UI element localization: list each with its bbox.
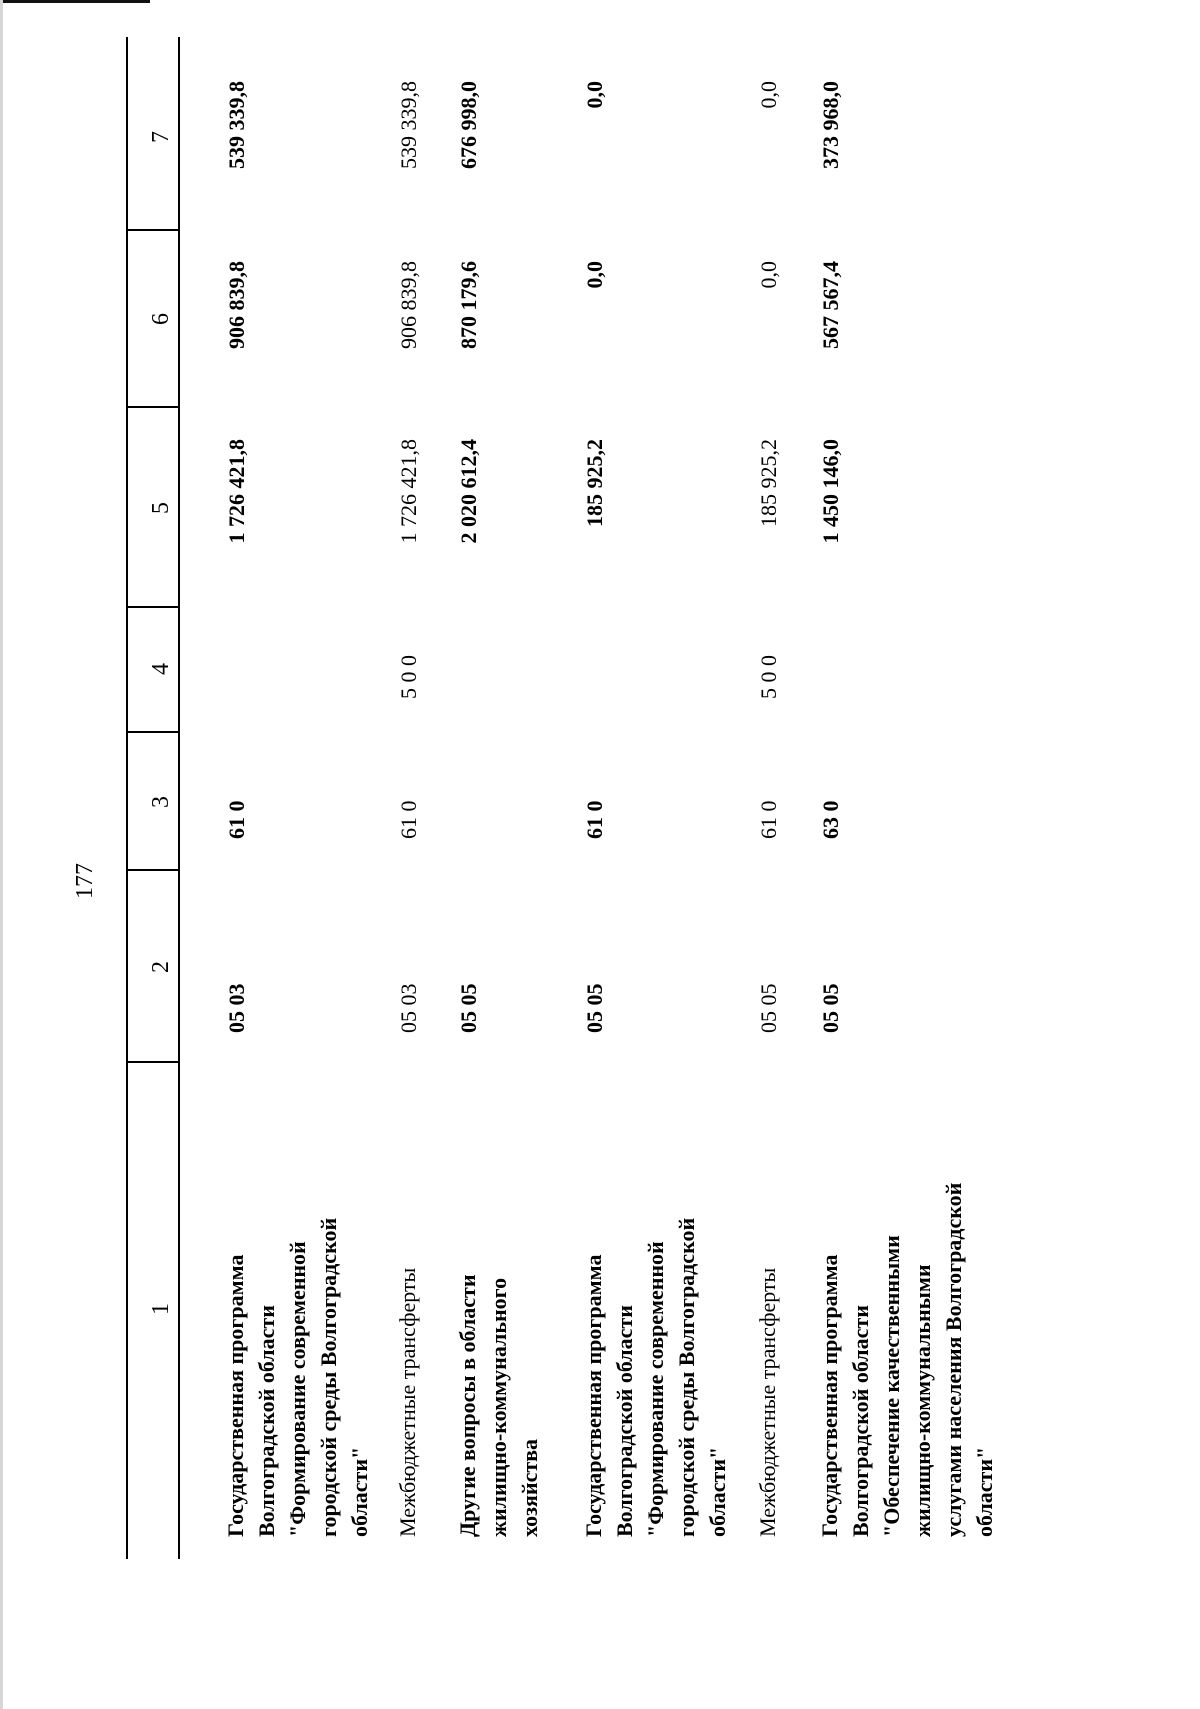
header-col-3: 3 xyxy=(148,796,174,808)
row-value-col5: 185 925,2 xyxy=(582,439,607,527)
row-value-col5: 2 020 612,4 xyxy=(456,439,481,544)
row-name: Государственная программа Волгоградской области "Формирование современной городской среды Волгоградской области" xyxy=(223,1217,372,1537)
row-value-col6: 0,0 xyxy=(756,261,781,289)
row-value-col6: 906 839,8 xyxy=(396,261,421,349)
row-section-code: 05 03 xyxy=(396,983,421,1033)
row-expense-type-code: 5 0 0 xyxy=(756,655,781,699)
row-value-col7: 539 339,8 xyxy=(224,81,249,169)
row-value-col5: 1 726 421,8 xyxy=(224,439,249,544)
row-name: Государственная программа Волгоградской области "Формирование современной городской среды Волгоградской области" xyxy=(581,1217,730,1537)
row-program-code: 61 0 xyxy=(756,800,781,839)
row-name: Межбюджетные трансферты xyxy=(755,1267,780,1537)
row-value-col6: 567 567,4 xyxy=(818,261,843,349)
col-divider xyxy=(126,1062,180,1064)
page-number: 177 xyxy=(72,863,98,899)
row-value-col5: 185 925,2 xyxy=(756,439,781,527)
header-col-1: 1 xyxy=(148,1303,174,1315)
row-value-col5: 1 450 146,0 xyxy=(818,439,843,544)
row-value-col7: 0,0 xyxy=(756,81,781,109)
row-expense-type-code: 5 0 0 xyxy=(396,655,421,699)
col-divider xyxy=(126,732,180,734)
row-section-code: 05 03 xyxy=(224,983,249,1033)
row-program-code: 61 0 xyxy=(224,800,249,839)
row-section-code: 05 05 xyxy=(456,983,481,1033)
row-program-code: 61 0 xyxy=(582,800,607,839)
row-name: Межбюджетные трансферты xyxy=(395,1267,420,1537)
row-value-col5: 1 726 421,8 xyxy=(396,439,421,544)
header-col-4: 4 xyxy=(148,663,174,675)
header-col-6: 6 xyxy=(148,313,174,325)
row-program-code: 61 0 xyxy=(396,800,421,839)
row-name: Другие вопросы в области жилищно-коммунального хозяйства xyxy=(455,1274,542,1537)
col-divider xyxy=(126,870,180,872)
header-top-rule xyxy=(126,37,128,1559)
row-value-col6: 0,0 xyxy=(582,261,607,289)
col-divider xyxy=(126,607,180,609)
col-divider xyxy=(126,230,180,232)
row-program-code: 63 0 xyxy=(818,800,843,839)
row-section-code: 05 05 xyxy=(818,983,843,1033)
header-col-7: 7 xyxy=(148,131,174,143)
row-section-code: 05 05 xyxy=(756,983,781,1033)
row-value-col7: 676 998,0 xyxy=(456,81,481,169)
row-value-col6: 870 179,6 xyxy=(456,261,481,349)
header-col-2: 2 xyxy=(148,961,174,973)
row-value-col6: 906 839,8 xyxy=(224,261,249,349)
header-bottom-rule xyxy=(178,37,180,1559)
row-value-col7: 539 339,8 xyxy=(396,81,421,169)
header-col-5: 5 xyxy=(148,502,174,514)
col-divider xyxy=(126,407,180,409)
row-name: Государственная программа Волгоградской области "Обеспечение качественными жилищно-коммунальными услугами населения Волгоградской области" xyxy=(817,1182,997,1537)
row-value-col7: 0,0 xyxy=(582,81,607,109)
row-value-col7: 373 968,0 xyxy=(818,81,843,169)
row-section-code: 05 05 xyxy=(582,983,607,1033)
